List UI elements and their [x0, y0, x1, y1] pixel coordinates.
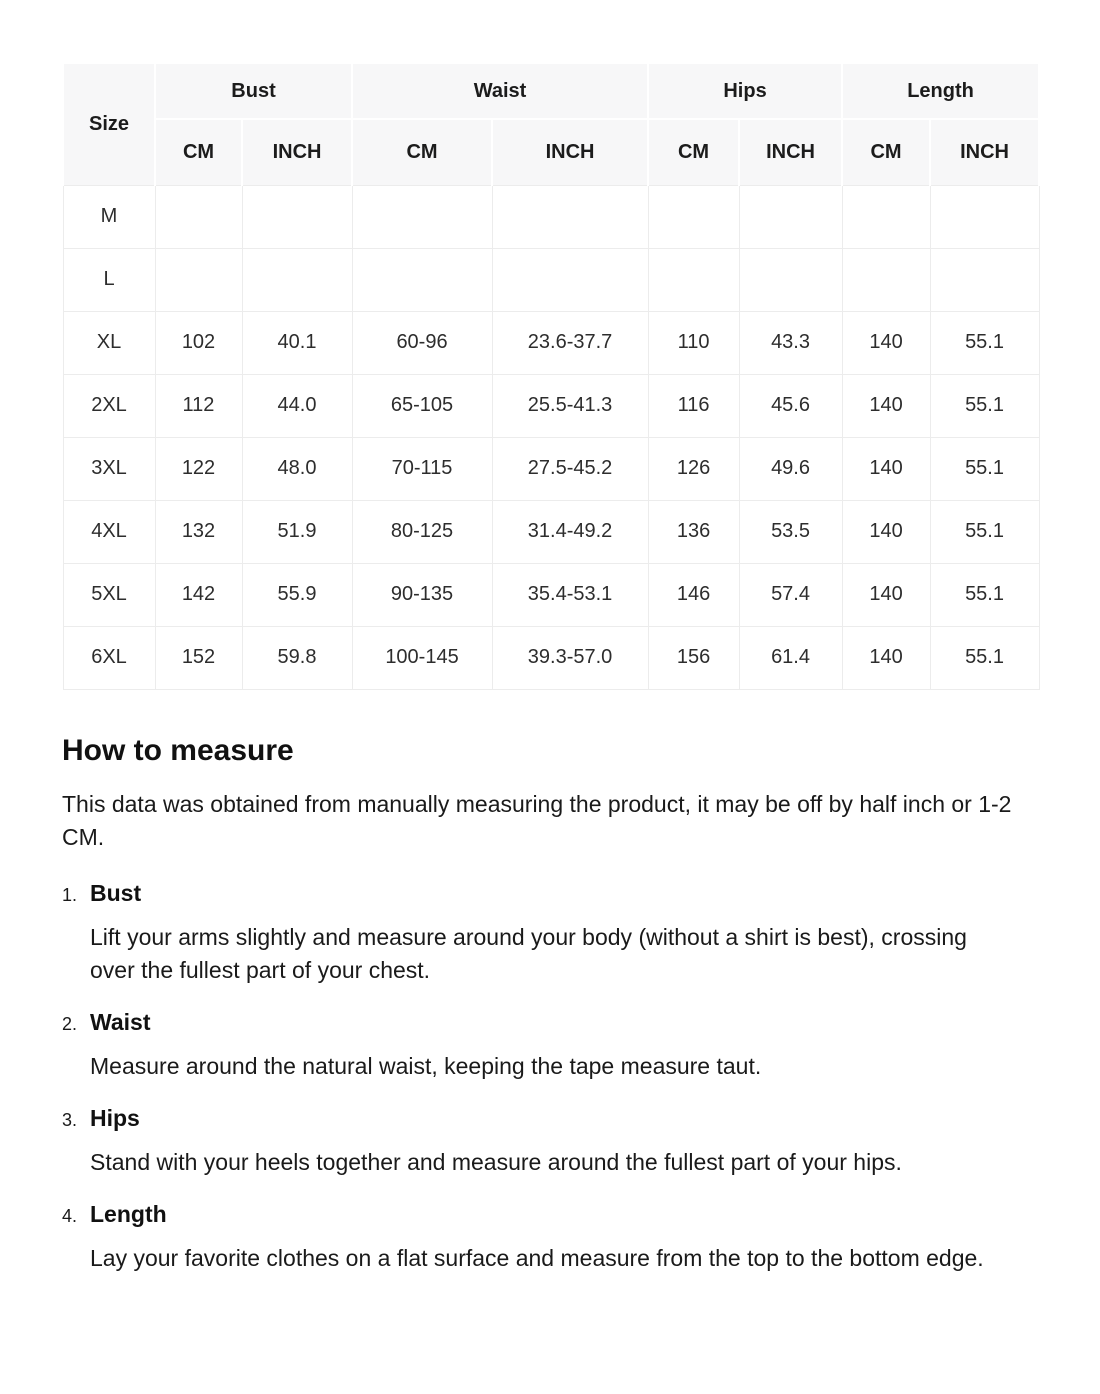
measurement-cell: 140 — [842, 500, 930, 563]
measurement-cell — [739, 248, 842, 311]
step-number: 2. — [62, 1013, 78, 1034]
measurement-cell: 122 — [155, 437, 242, 500]
measurement-cell: 136 — [648, 500, 739, 563]
measurement-cell: 132 — [155, 500, 242, 563]
measurement-cell: 70-115 — [352, 437, 492, 500]
measurement-cell — [930, 185, 1039, 248]
measurement-cell: 23.6-37.7 — [492, 311, 648, 374]
step-number: 1. — [62, 884, 78, 905]
measurement-cell — [242, 185, 352, 248]
unit-header-cm: CM — [648, 119, 739, 185]
unit-header-cm: CM — [352, 119, 492, 185]
measurement-cell: 90-135 — [352, 563, 492, 626]
unit-header-inch: INCH — [492, 119, 648, 185]
measurement-cell: 53.5 — [739, 500, 842, 563]
table-row-xl — [63, 311, 1039, 374]
step-heading — [62, 1105, 1038, 1132]
size-cell: L — [63, 248, 155, 311]
step-description: Measure around the natural waist, keeping the tape measure taut. — [90, 1052, 762, 1079]
table-row-6xl — [63, 626, 1039, 689]
size-cell: 2XL — [63, 374, 155, 437]
measurement-cell: 31.4-49.2 — [492, 500, 648, 563]
measurement-cell — [739, 185, 842, 248]
measurement-cell: 112 — [155, 374, 242, 437]
measurement-cell: 49.6 — [739, 437, 842, 500]
measurement-cell: 140 — [842, 374, 930, 437]
measurement-cell — [352, 185, 492, 248]
how-to-measure-title: How to measure — [62, 733, 294, 767]
measurement-cell: 156 — [648, 626, 739, 689]
measurement-cell: 116 — [648, 374, 739, 437]
step-hips — [62, 1105, 1038, 1179]
measurement-cell — [492, 248, 648, 311]
measurement-cell — [155, 248, 242, 311]
measurement-cell: 39.3-57.0 — [492, 626, 648, 689]
size-chart-body — [63, 185, 1039, 689]
measurement-cell: 142 — [155, 563, 242, 626]
size-column-header: Size — [63, 63, 155, 185]
step-title: Length — [90, 1200, 167, 1227]
measurement-cell: 152 — [155, 626, 242, 689]
step-heading — [62, 880, 1038, 907]
measurement-cell: 48.0 — [242, 437, 352, 500]
measurement-cell: 55.1 — [930, 437, 1039, 500]
step-heading — [62, 1201, 1038, 1228]
measurement-cell — [492, 185, 648, 248]
measurement-cell: 80-125 — [352, 500, 492, 563]
step-bust — [62, 880, 1038, 987]
measurement-cell: 59.8 — [242, 626, 352, 689]
measurement-cell — [648, 248, 739, 311]
unit-header-inch: INCH — [739, 119, 842, 185]
size-cell: XL — [63, 311, 155, 374]
step-waist — [62, 1009, 1038, 1083]
measurement-cell: 51.9 — [242, 500, 352, 563]
size-cell: 4XL — [63, 500, 155, 563]
size-chart-head — [63, 63, 1039, 185]
measurement-cell: 55.1 — [930, 563, 1039, 626]
measurement-cell: 65-105 — [352, 374, 492, 437]
table-row-5xl — [63, 563, 1039, 626]
measurement-cell — [352, 248, 492, 311]
measurement-cell: 55.1 — [930, 500, 1039, 563]
measurement-cell — [242, 248, 352, 311]
step-number: 4. — [62, 1205, 78, 1226]
header-unit-row — [63, 119, 1039, 185]
measurement-cell: 100-145 — [352, 626, 492, 689]
step-number: 3. — [62, 1109, 78, 1130]
measurement-cell — [842, 185, 930, 248]
table-row-2xl — [63, 374, 1039, 437]
unit-header-cm: CM — [155, 119, 242, 185]
measurement-cell: 27.5-45.2 — [492, 437, 648, 500]
measurement-cell: 35.4-53.1 — [492, 563, 648, 626]
measurement-cell: 126 — [648, 437, 739, 500]
size-cell: 5XL — [63, 563, 155, 626]
column-group-header-waist: Waist — [352, 63, 648, 119]
unit-header-cm: CM — [842, 119, 930, 185]
step-title: Waist — [90, 1008, 151, 1035]
measurement-cell: 57.4 — [739, 563, 842, 626]
unit-header-inch: INCH — [930, 119, 1039, 185]
measurement-cell — [842, 248, 930, 311]
column-group-header-length: Length — [842, 63, 1039, 119]
size-cell: 3XL — [63, 437, 155, 500]
measurement-cell: 25.5-41.3 — [492, 374, 648, 437]
measurement-cell — [930, 248, 1039, 311]
step-heading — [62, 1009, 1038, 1036]
measure-disclaimer-text: This data was obtained from manually measuring the product, it may be off by half inch or 1-2 CM. — [62, 790, 1012, 850]
measurement-cell: 110 — [648, 311, 739, 374]
table-row-l — [63, 248, 1039, 311]
measurement-cell — [648, 185, 739, 248]
measurement-cell: 140 — [842, 311, 930, 374]
column-group-header-bust: Bust — [155, 63, 352, 119]
measurement-cell: 55.9 — [242, 563, 352, 626]
size-cell: M — [63, 185, 155, 248]
measurement-cell: 140 — [842, 563, 930, 626]
measurement-cell: 60-96 — [352, 311, 492, 374]
step-description: Lift your arms slightly and measure around your body (without a shirt is best), crossing over the fullest part of your chest. — [90, 923, 967, 983]
measurement-cell: 140 — [842, 437, 930, 500]
measurement-cell: 43.3 — [739, 311, 842, 374]
step-description: Stand with your heels together and measure around the fullest part of your hips. — [90, 1148, 902, 1175]
step-title: Hips — [90, 1104, 140, 1131]
unit-header-inch: INCH — [242, 119, 352, 185]
measurement-cell: 55.1 — [930, 374, 1039, 437]
step-title: Bust — [90, 879, 142, 906]
table-row-m — [63, 185, 1039, 248]
measure-steps-list — [62, 880, 1038, 1275]
measurement-cell: 61.4 — [739, 626, 842, 689]
measurement-cell — [155, 185, 242, 248]
step-length — [62, 1201, 1038, 1275]
measurement-cell: 140 — [842, 626, 930, 689]
measurement-cell: 102 — [155, 311, 242, 374]
table-row-3xl — [63, 437, 1039, 500]
measurement-cell: 55.1 — [930, 626, 1039, 689]
step-description: Lay your favorite clothes on a flat surface and measure from the top to the bottom edge. — [90, 1244, 984, 1271]
measurement-cell: 44.0 — [242, 374, 352, 437]
header-group-row — [63, 63, 1039, 119]
column-group-header-hips: Hips — [648, 63, 842, 119]
measurement-cell: 55.1 — [930, 311, 1039, 374]
measurement-cell: 45.6 — [739, 374, 842, 437]
measurement-cell: 40.1 — [242, 311, 352, 374]
measurement-cell: 146 — [648, 563, 739, 626]
size-cell: 6XL — [63, 626, 155, 689]
table-row-4xl — [63, 500, 1039, 563]
size-chart-table — [62, 62, 1040, 690]
